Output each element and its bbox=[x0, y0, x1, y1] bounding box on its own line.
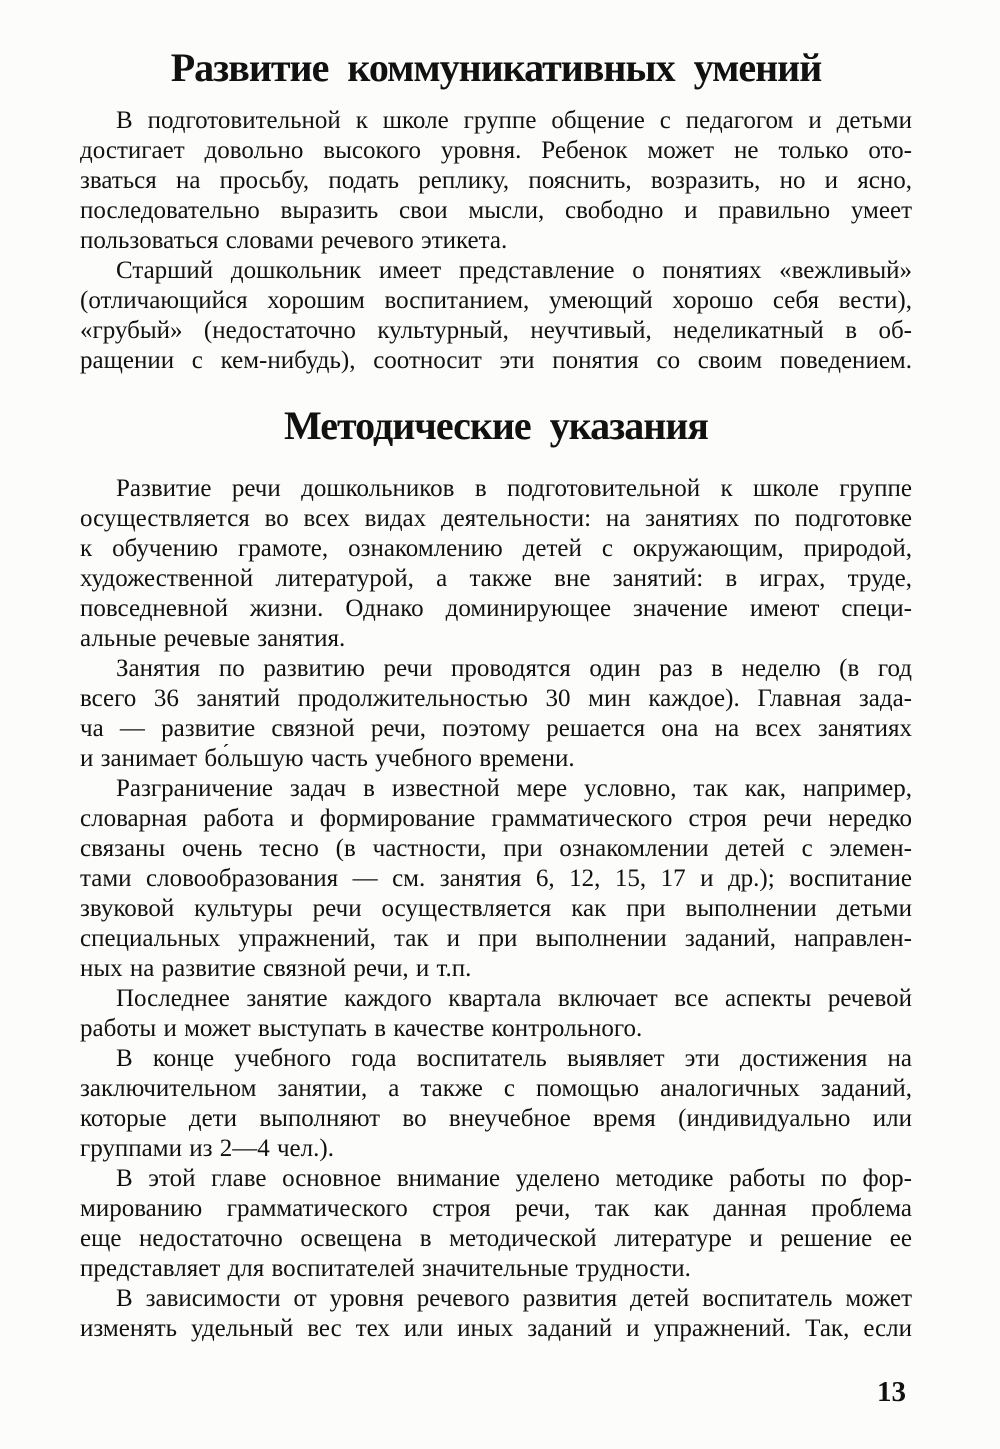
text-line: альные речевые занятия. bbox=[80, 625, 346, 652]
paragraph bbox=[80, 1044, 912, 1164]
text-line: группами из 2—4 чел.). bbox=[80, 1135, 334, 1162]
text-line: мированию грамматического строя речи, так как данная проблема bbox=[80, 1195, 912, 1222]
text-line: ных на развитие связной речи, и т.п. bbox=[80, 955, 472, 982]
text-line: последовательно выразить свои мысли, свободно и правильно умеет bbox=[80, 197, 912, 224]
paragraph bbox=[80, 984, 912, 1044]
text-line: которые дети выполняют во внеучебное время (индивидуально или bbox=[80, 1105, 912, 1132]
section-title: Методические указания bbox=[284, 403, 708, 448]
text-line: звуковой культуры речи осуществляется как при выполнении детьми bbox=[80, 895, 912, 922]
paragraph bbox=[80, 106, 912, 256]
text-line: тами словообразования — см. занятия 6, 12, 15, 17 и др.); воспитание bbox=[80, 865, 912, 892]
paragraph bbox=[80, 256, 912, 376]
paragraph bbox=[80, 1164, 912, 1284]
text-line: художественной литературой, а также вне занятий: в играх, труде, bbox=[80, 565, 912, 592]
text-line: работы и может выступать в качестве контрольного. bbox=[80, 1015, 643, 1042]
text-line: В конце учебного года воспитатель выявляет эти достижения на bbox=[116, 1045, 912, 1072]
text-line: «грубый» (недостаточно культурный, неучтивый, неделикатный в об- bbox=[80, 317, 912, 344]
text-line: представляет для воспитателей значительные трудности. bbox=[80, 1255, 691, 1282]
text-line: заключительном занятии, а также с помощью аналогичных заданий, bbox=[80, 1075, 912, 1102]
text-line: В зависимости от уровня речевого развития детей воспитатель может bbox=[116, 1285, 912, 1312]
paragraph bbox=[80, 474, 912, 654]
text-line: зваться на просьбу, подать реплику, пояснить, возразить, но и ясно, bbox=[80, 167, 912, 194]
text-line: Развитие речи дошкольников в подготовительной к школе группе bbox=[116, 475, 912, 502]
chapter-title: Развитие коммуникативных умений bbox=[170, 45, 822, 90]
text-line: Занятия по развитию речи проводятся один раз в неделю (в год bbox=[116, 655, 912, 682]
text-line: Старший дошкольник имеет представление о понятиях «вежливый» bbox=[116, 257, 912, 284]
text-line: к обучению грамоте, ознакомлению детей с окружающим, природой, bbox=[80, 535, 912, 562]
paragraph bbox=[80, 1284, 912, 1344]
text-line: связаны очень тесно (в частности, при ознакомлении детей с элемен- bbox=[80, 835, 912, 862]
text-line: Последнее занятие каждого квартала включает все аспекты речевой bbox=[116, 985, 912, 1012]
text-line: (отличающийся хорошим воспитанием, умеющий хорошо себя вести), bbox=[80, 287, 912, 314]
text-line: специальных упражнений, так и при выполнении заданий, направлен- bbox=[80, 925, 912, 952]
text-line: всего 36 занятий продолжительностью 30 мин каждое). Главная зада- bbox=[80, 685, 912, 712]
text-line: ращении с кем-нибудь), соотносит эти понятия со своим поведением. bbox=[80, 347, 912, 374]
text-line: и занимает бо́льшую часть учебного времени. bbox=[80, 745, 575, 772]
text-block bbox=[80, 0, 912, 1344]
text-line: осуществляется во всех видах деятельности: на занятиях по подготовке bbox=[80, 505, 912, 532]
text-line: достигает довольно высокого уровня. Ребенок может не только ото- bbox=[80, 137, 912, 164]
text-line: ча — развитие связной речи, поэтому решается она на всех занятиях bbox=[80, 715, 912, 742]
text-line: пользоваться словами речевого этикета. bbox=[80, 227, 508, 254]
paragraph bbox=[80, 774, 912, 984]
text-line: изменять удельный вес тех или иных заданий и упражнений. Так, если bbox=[80, 1315, 912, 1342]
text-line: Разграничение задач в известной мере условно, так как, например, bbox=[116, 775, 912, 802]
text-line: В подготовительной к школе группе общение с педагогом и детьми bbox=[116, 107, 912, 134]
page-number: 13 bbox=[877, 1376, 906, 1408]
text-line: словарная работа и формирование грамматического строя речи нередко bbox=[80, 805, 912, 832]
paragraph bbox=[80, 654, 912, 774]
text-line: еще недостаточно освещена в методической литературе и решение ее bbox=[80, 1225, 912, 1252]
text-line: повседневной жизни. Однако доминирующее значение имеют специ- bbox=[80, 595, 912, 622]
text-line: В этой главе основное внимание уделено методике работы по фор- bbox=[116, 1165, 912, 1192]
